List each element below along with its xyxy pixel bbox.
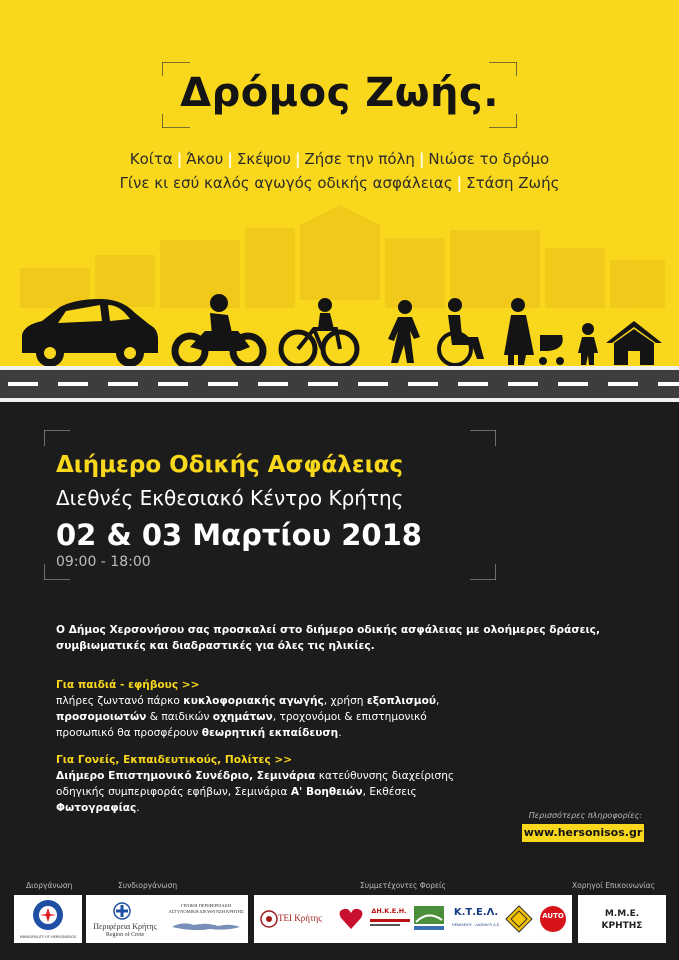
tagline-item: Γίνε κι εσύ καλός αγωγός οδικής ασφάλειας: [119, 174, 453, 192]
text: & παιδικών: [146, 711, 213, 723]
text: .: [136, 802, 140, 814]
tei-seal-icon: [260, 910, 278, 928]
traffic-school-icon: [412, 902, 446, 936]
highlight: Διήμερο Επιστημονικό Συνέδριο, Σεμινάρια: [56, 770, 316, 782]
tagline-line-1: [0, 150, 679, 168]
house-icon: [606, 321, 662, 365]
section-adults: [56, 752, 636, 816]
separator: |: [418, 150, 425, 168]
crete-map-icon: [170, 919, 242, 933]
tagline-item: Κοίτα: [129, 150, 173, 168]
periferia-logo-en: Region of Crete: [105, 932, 145, 938]
greek-emblem-icon: [112, 901, 132, 921]
periferia-logo-text: Περιφέρεια Κρήτης: [93, 922, 157, 931]
header-area: [0, 0, 679, 370]
dimos-logo-text: MUNICIPALITY OF HERSONISSOS: [19, 935, 77, 939]
tagline-item: Σκέψου: [236, 150, 291, 168]
event-name: Διήμερο Οδικής Ασφάλειας: [56, 452, 404, 478]
heart-logo-icon: [338, 906, 364, 932]
event-date: 02 & 03 Μαρτίου 2018: [56, 518, 422, 552]
website-link[interactable]: www.hersonisos.gr: [522, 824, 644, 842]
ktel-logo-text: Κ.Τ.Ε.Λ.: [453, 907, 499, 918]
tagline-line-2: [0, 174, 679, 192]
highlight: προσομοιωτών: [56, 711, 147, 723]
text: προσωπικό θα προσφέρουν: [56, 727, 202, 739]
intro-text: Ο Δήμος Χερσονήσου σας προσκαλεί στο διήμερο οδικής ασφάλειας με ολοήμερες δράσεις, συμβιωματικές και διαδραστικές για όλες τις ηλικίες.: [56, 624, 600, 652]
text: πλήρες ζωντανό πάρκο: [56, 695, 184, 707]
text: .: [338, 727, 342, 739]
tei-logo-text: ΤΕΙ Κρήτης: [278, 913, 322, 923]
parent-stroller-icon: [504, 298, 564, 365]
pedestrian-icon: [388, 300, 420, 363]
text: , χρήση: [323, 695, 367, 707]
separator: |: [295, 150, 301, 168]
dikeh-logo-text: ΔΗ.Κ.Ε.Η.: [371, 907, 407, 915]
more-info-label: Περισσότερες πληροφορίες:: [528, 811, 642, 820]
sponsors-logo-box: [578, 895, 666, 943]
section-kids: [56, 677, 636, 741]
bicycle-icon: [281, 298, 357, 366]
ktel-logo-sub: ΗΡΑΚΛΕΙΟΥ - ΛΑΣΙΘΙΟΥ Α.Ε.: [451, 923, 501, 927]
motorcycle-icon: [175, 294, 263, 366]
dikeh-bars-icon: [370, 919, 410, 931]
organizer-logo-box: [14, 895, 82, 943]
road-stripe: [0, 366, 679, 402]
separator: |: [227, 150, 233, 168]
wheelchair-icon: [439, 298, 484, 365]
tagline-item: Ζήσε την πόλη: [304, 150, 415, 168]
text: , Εκθέσεις: [362, 786, 417, 798]
sponsors-label: Χορηγοί Επικοινωνίας: [572, 881, 656, 890]
tagline-item: Νιώσε το δρόμο: [428, 150, 550, 168]
child-icon: [578, 323, 598, 365]
text: , τροχονόμοι & επιστημονικό: [272, 711, 427, 723]
coorganizer-logo-box: [86, 895, 248, 943]
separator: |: [176, 150, 183, 168]
highlight: Φωτογραφίας: [56, 802, 137, 814]
highlight: θεωρητική εκπαίδευση: [201, 727, 339, 739]
highlight: κυκλοφοριακής αγωγής: [183, 695, 324, 707]
text: ,: [436, 695, 440, 707]
car-icon: [22, 299, 158, 367]
participants-logo-box: [254, 895, 572, 943]
highlight: Α' Βοηθειών: [290, 786, 363, 798]
event-venue: Διεθνές Εκθεσιακό Κέντρο Κρήτης: [56, 486, 404, 510]
auto-logo-text: AUTO: [542, 912, 564, 920]
mme-logo-text: Μ.Μ.Ε. ΚΡΗΤΗΣ: [601, 909, 643, 931]
road-sign-icon: [505, 905, 533, 933]
organizer-label: Διοργάνωση: [26, 881, 73, 890]
highlight: εξοπλισμού: [366, 695, 437, 707]
police-logo-text: ΓΕΝΙΚΗ ΠΕΡΙΦΕΡΕΙΑΚΗ ΑΣΤΥΝΟΜΙΚΗ ΔΙΕΥΘΥΝΣΗ ΚΡΗΤΗΣ: [168, 903, 244, 914]
road-markings: [0, 366, 679, 402]
page-title: Δρόμος Ζωής.: [180, 70, 499, 116]
section-adults-heading: Για Γονείς, Εκπαιδευτικούς, Πολίτες >>: [56, 754, 293, 766]
road-users-icons: [0, 285, 679, 370]
coorganizer-label: Συνδιοργάνωση: [118, 881, 178, 890]
participants-label: Συμμετέχοντες Φορείς: [360, 881, 446, 890]
separator: |: [456, 174, 463, 192]
event-time: 09:00 - 18:00: [56, 554, 151, 570]
text: κατεύθυνσης διαχείρισης: [315, 770, 455, 782]
section-kids-heading: Για παιδιά - εφήβους >>: [56, 679, 200, 691]
highlight: οχημάτων: [212, 711, 273, 723]
tagline-item: Άκου: [186, 150, 224, 168]
tagline-item: Στάση Ζωής: [466, 174, 560, 192]
text: οδηγικής συμπεριφοράς εφήβων, Σεμινάρια: [56, 786, 291, 798]
